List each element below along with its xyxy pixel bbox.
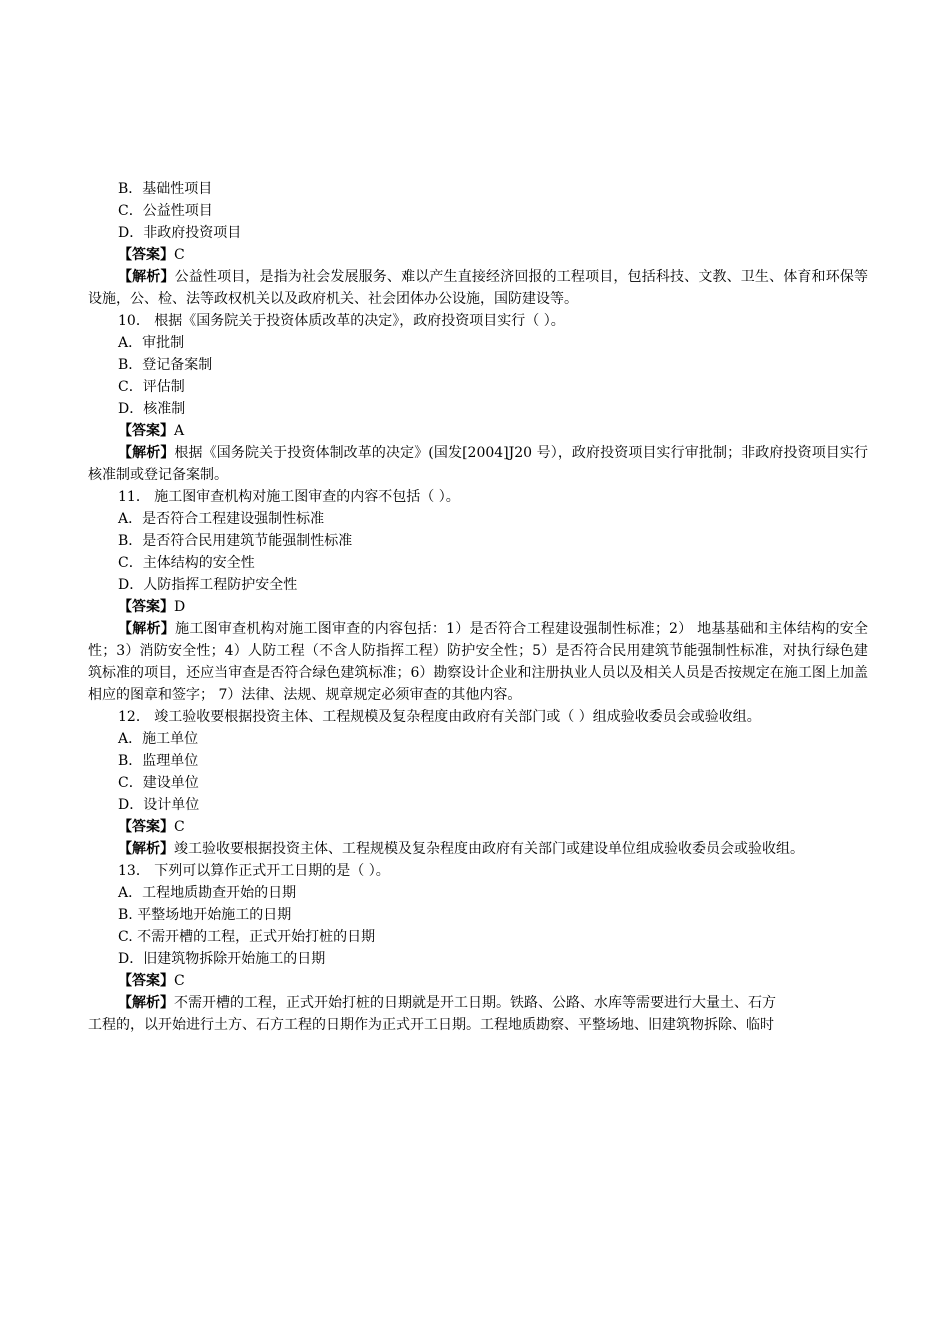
q13-option-b: B. 平整场地开始施工的日期 [118,907,292,923]
q12-question: 12． 竣工验收要根据投资主体、工程规模及复杂程度由政府有关部门或（ ）组成验收委员会或验收组。 [118,709,761,725]
q9-option-c: C．公益性项目 [118,203,213,219]
q12-option-a: A．施工单位 [118,731,199,747]
q13-option-c: C. 不需开槽的工程，正式开始打桩的日期 [118,929,376,945]
q12-option-b: B．监理单位 [118,753,199,769]
q12-option-d: D．设计单位 [118,797,200,813]
q10-analysis [88,442,868,486]
analysis-tag: 【解析】 [118,269,175,285]
q13-question: 13． 下列可以算作正式开工日期的是（ ）。 [118,863,390,879]
q10-analysis-text: 根据《国务院关于投资体制改革的决定》(国发[2004]J20 号），政府投资项目实行审批制；非政府投资项目实行核准制或登记备案制。 [88,445,869,483]
answer-tag: 【答案】 [118,819,174,835]
answer-tag: 【答案】 [118,599,174,615]
analysis-tag: 【解析】 [118,621,176,637]
answer-tag: 【答案】 [118,423,174,439]
q11-option-d: D．人防指挥工程防护安全性 [118,577,298,593]
q11-option-b: B．是否符合民用建筑节能强制性标准 [118,533,353,549]
q13-option-d: D．旧建筑物拆除开始施工的日期 [118,951,326,967]
analysis-tag: 【解析】 [118,995,174,1011]
q9-analysis-text: 公益性项目，是指为社会发展服务、难以产生直接经济回报的工程项目，包括科技、文教、卫生、体育和环保等设施，公、检、法等政权机关以及政府机关、社会团体办公设施，国防建设等。 [88,269,869,307]
q12-analysis [88,838,868,860]
q10-option-d: D．核准制 [118,401,186,417]
q10-option-c: C．评估制 [118,379,185,395]
answer-tag: 【答案】 [118,973,174,989]
q11-analysis-text: 施工图审查机构对施工图审查的内容包括：1）是否符合工程建设强制性标准；2） 地基基础和主体结构的安全性；3）消防安全性；4）人防工程（不含人防指挥工程）防护安全性；5）是否符合民用建筑节能强制性标准，对执行绿色建筑标准的项目，还应当审查是否符合绿色建筑标准；6）勘察设计企业和注册执业人员以及相关人员是否按规定在施工图上加盖相应的图章和签字； 7）法律、法规、规章规定必须审查的其他内容。 [88,621,869,703]
q11-answer-value: D [174,599,186,615]
q10-question: 10． 根据《国务院关于投资体质改革的决定》，政府投资项目实行（ ）。 [118,313,565,329]
q9-answer [88,244,868,266]
q13-analysis-line2: 工程的，以开始进行土方、石方工程的日期作为正式开工日期。工程地质勘察、平整场地、旧建筑物拆除、临时 [88,1017,774,1033]
q12-answer [88,816,868,838]
q13-answer [88,970,868,992]
q9-option-b: B．基础性项目 [118,181,213,197]
q12-option-c: C．建设单位 [118,775,199,791]
analysis-tag: 【解析】 [118,445,175,461]
q10-answer [88,420,868,442]
answer-tag: 【答案】 [118,247,174,263]
q9-analysis [88,266,868,310]
q11-analysis [88,618,868,706]
q13-option-a: A．工程地质勘查开始的日期 [118,885,297,901]
q13-answer-value: C [174,973,185,989]
q10-option-a: A．审批制 [118,335,185,351]
q9-answer-value: C [174,247,185,263]
q11-option-c: C．主体结构的安全性 [118,555,255,571]
q11-question: 11． 施工图审查机构对施工图审查的内容不包括（ ）。 [118,489,460,505]
document-content [88,178,868,1036]
q13-analysis-line1 [88,992,868,1014]
q13-analysis-text-1: 不需开槽的工程，正式开始打桩的日期就是开工日期。铁路、公路、水库等需要进行大量土、石方 [174,995,776,1011]
q12-analysis-text: 竣工验收要根据投资主体、工程规模及复杂程度由政府有关部门或建设单位组成验收委员会或验收组。 [174,841,804,857]
q11-answer [88,596,868,618]
q10-option-b: B．登记备案制 [118,357,213,373]
q10-answer-value: A [174,423,185,439]
q11-option-a: A．是否符合工程建设强制性标准 [118,511,325,527]
analysis-tag: 【解析】 [118,841,174,857]
q9-option-d: D．非政府投资项目 [118,225,242,241]
q12-answer-value: C [174,819,185,835]
